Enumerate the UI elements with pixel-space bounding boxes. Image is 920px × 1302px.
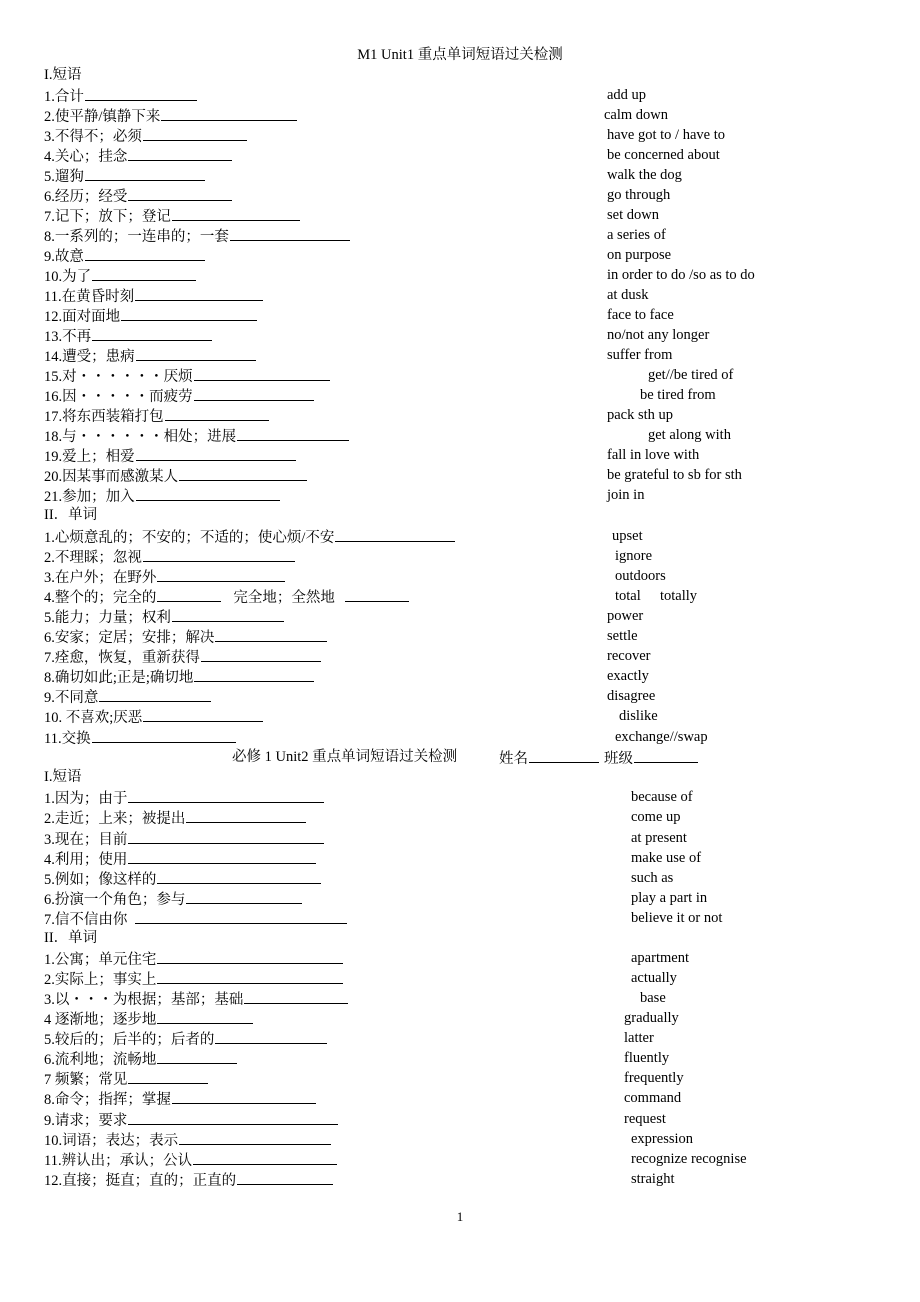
list-item: 3.以・・・为根据；基部；基础 base [44, 990, 666, 1008]
unit2-phrases-heading: I.短语 [44, 769, 82, 785]
list-item: 20.因某事而感激某人 be grateful to sb for sth [44, 467, 742, 485]
list-item: 10. 不喜欢;厌恶 dislike [44, 708, 658, 726]
list-item: 6.安家；定居；安排；解决 settle [44, 628, 638, 646]
list-item: 11.交换 exchange//swap [44, 729, 708, 747]
list-item: 6.流利地；流畅地 fluently [44, 1050, 670, 1068]
list-item: 9.请求；要求 request [44, 1111, 666, 1129]
list-item: 5.例如；像这样的 such as [44, 870, 674, 888]
list-item: 12.直接；挺直；直的；正直的 straight [44, 1171, 675, 1189]
list-item: 10.词语；表达；表示 expression [44, 1131, 694, 1149]
list-item: 12.面对面地 face to face [44, 307, 674, 325]
list-item: 4.利用；使用 make use of [44, 850, 702, 868]
list-item: 4 逐渐地；逐步地 gradually [44, 1010, 679, 1028]
list-item: 1.心烦意乱的；不安的；不适的；使心烦/不安 upset [44, 528, 643, 546]
list-item: 2.使平静/镇静下来 calm down [44, 107, 669, 125]
list-item: 13.不再 no/not any longer [44, 327, 710, 345]
list-item: 2.实际上；事实上 actually [44, 970, 677, 988]
list-item: 5.遛狗 walk the dog [44, 167, 682, 185]
unit2-words-heading: II．单词 [44, 930, 98, 946]
list-item: 9.不同意 disagree [44, 688, 656, 706]
list-item: 18.与・・・・・・相处；进展 get along with [44, 427, 731, 445]
list-item: 3.现在；目前 at present [44, 830, 687, 848]
list-item: 11.辨认出；承认；公认 recognize recognise [44, 1151, 747, 1169]
list-item: 2.走近；上来；被提出 come up [44, 809, 681, 827]
list-item: 7.信不信由你 believe it or not [44, 910, 723, 928]
list-item: 7 频繁；常见 frequently [44, 1070, 684, 1088]
list-item: 14.遭受；患病 suffer from [44, 347, 673, 365]
unit1-phrases-heading: I.短语 [44, 67, 82, 83]
list-item: 4.关心；挂念 be concerned about [44, 147, 720, 165]
list-item: 7.记下；放下；登记 set down [44, 207, 659, 225]
list-item: 2.不理睬；忽视 ignore [44, 548, 653, 566]
list-item: 3.不得不；必须 have got to / have to [44, 127, 725, 145]
list-item: 1.公寓；单元住宅 apartment [44, 950, 689, 968]
list-item: 4.整个的；完全的 完全地；全然地 total totally [44, 588, 698, 606]
unit2-title: 必修 1 Unit2 重点单词短语过关检测 [232, 749, 458, 765]
class-field[interactable]: 班级 [604, 747, 698, 769]
list-item: 6.扮演一个角色；参与 play a part in [44, 890, 708, 908]
list-item: 1.因为；由于 because of [44, 789, 693, 807]
list-item: 6.经历；经受 go through [44, 187, 671, 205]
list-item: 7.痊愈，恢复，重新获得 recover [44, 648, 651, 666]
unit2-title-line [0, 747, 920, 767]
page-number: 1 [456, 1209, 464, 1224]
list-item: 1.合计 add up [44, 87, 647, 105]
list-item: 19.爱上；相爱 fall in love with [44, 447, 700, 465]
list-item: 8.一系列的；一连串的；一套 a series of [44, 227, 666, 245]
list-item: 5.能力；力量；权利 power [44, 608, 644, 626]
unit1-words-heading: II．单词 [44, 507, 98, 523]
name-field[interactable]: 姓名 [499, 747, 599, 769]
list-item: 9.故意 on purpose [44, 247, 672, 265]
list-item: 3.在户外；在野外 outdoors [44, 568, 666, 586]
list-item: 21.参加；加入 join in [44, 487, 645, 505]
unit1-title: M1 Unit1 重点单词短语过关检测 [357, 47, 563, 63]
list-item: 17.将东西装箱打包 pack sth up [44, 407, 674, 425]
list-item: 16.因・・・・・而疲劳 be tired from [44, 387, 716, 405]
list-item: 5.较后的；后半的；后者的 latter [44, 1030, 654, 1048]
list-item: 8.命令；指挥；掌握 command [44, 1090, 682, 1108]
list-item: 10.为了 in order to do /so as to do [44, 267, 755, 285]
list-item: 8.确切如此;正是;确切地 exactly [44, 668, 649, 686]
list-item: 11.在黄昏时刻 at dusk [44, 287, 649, 305]
list-item: 15.对・・・・・・厌烦 get//be tired of [44, 367, 734, 385]
